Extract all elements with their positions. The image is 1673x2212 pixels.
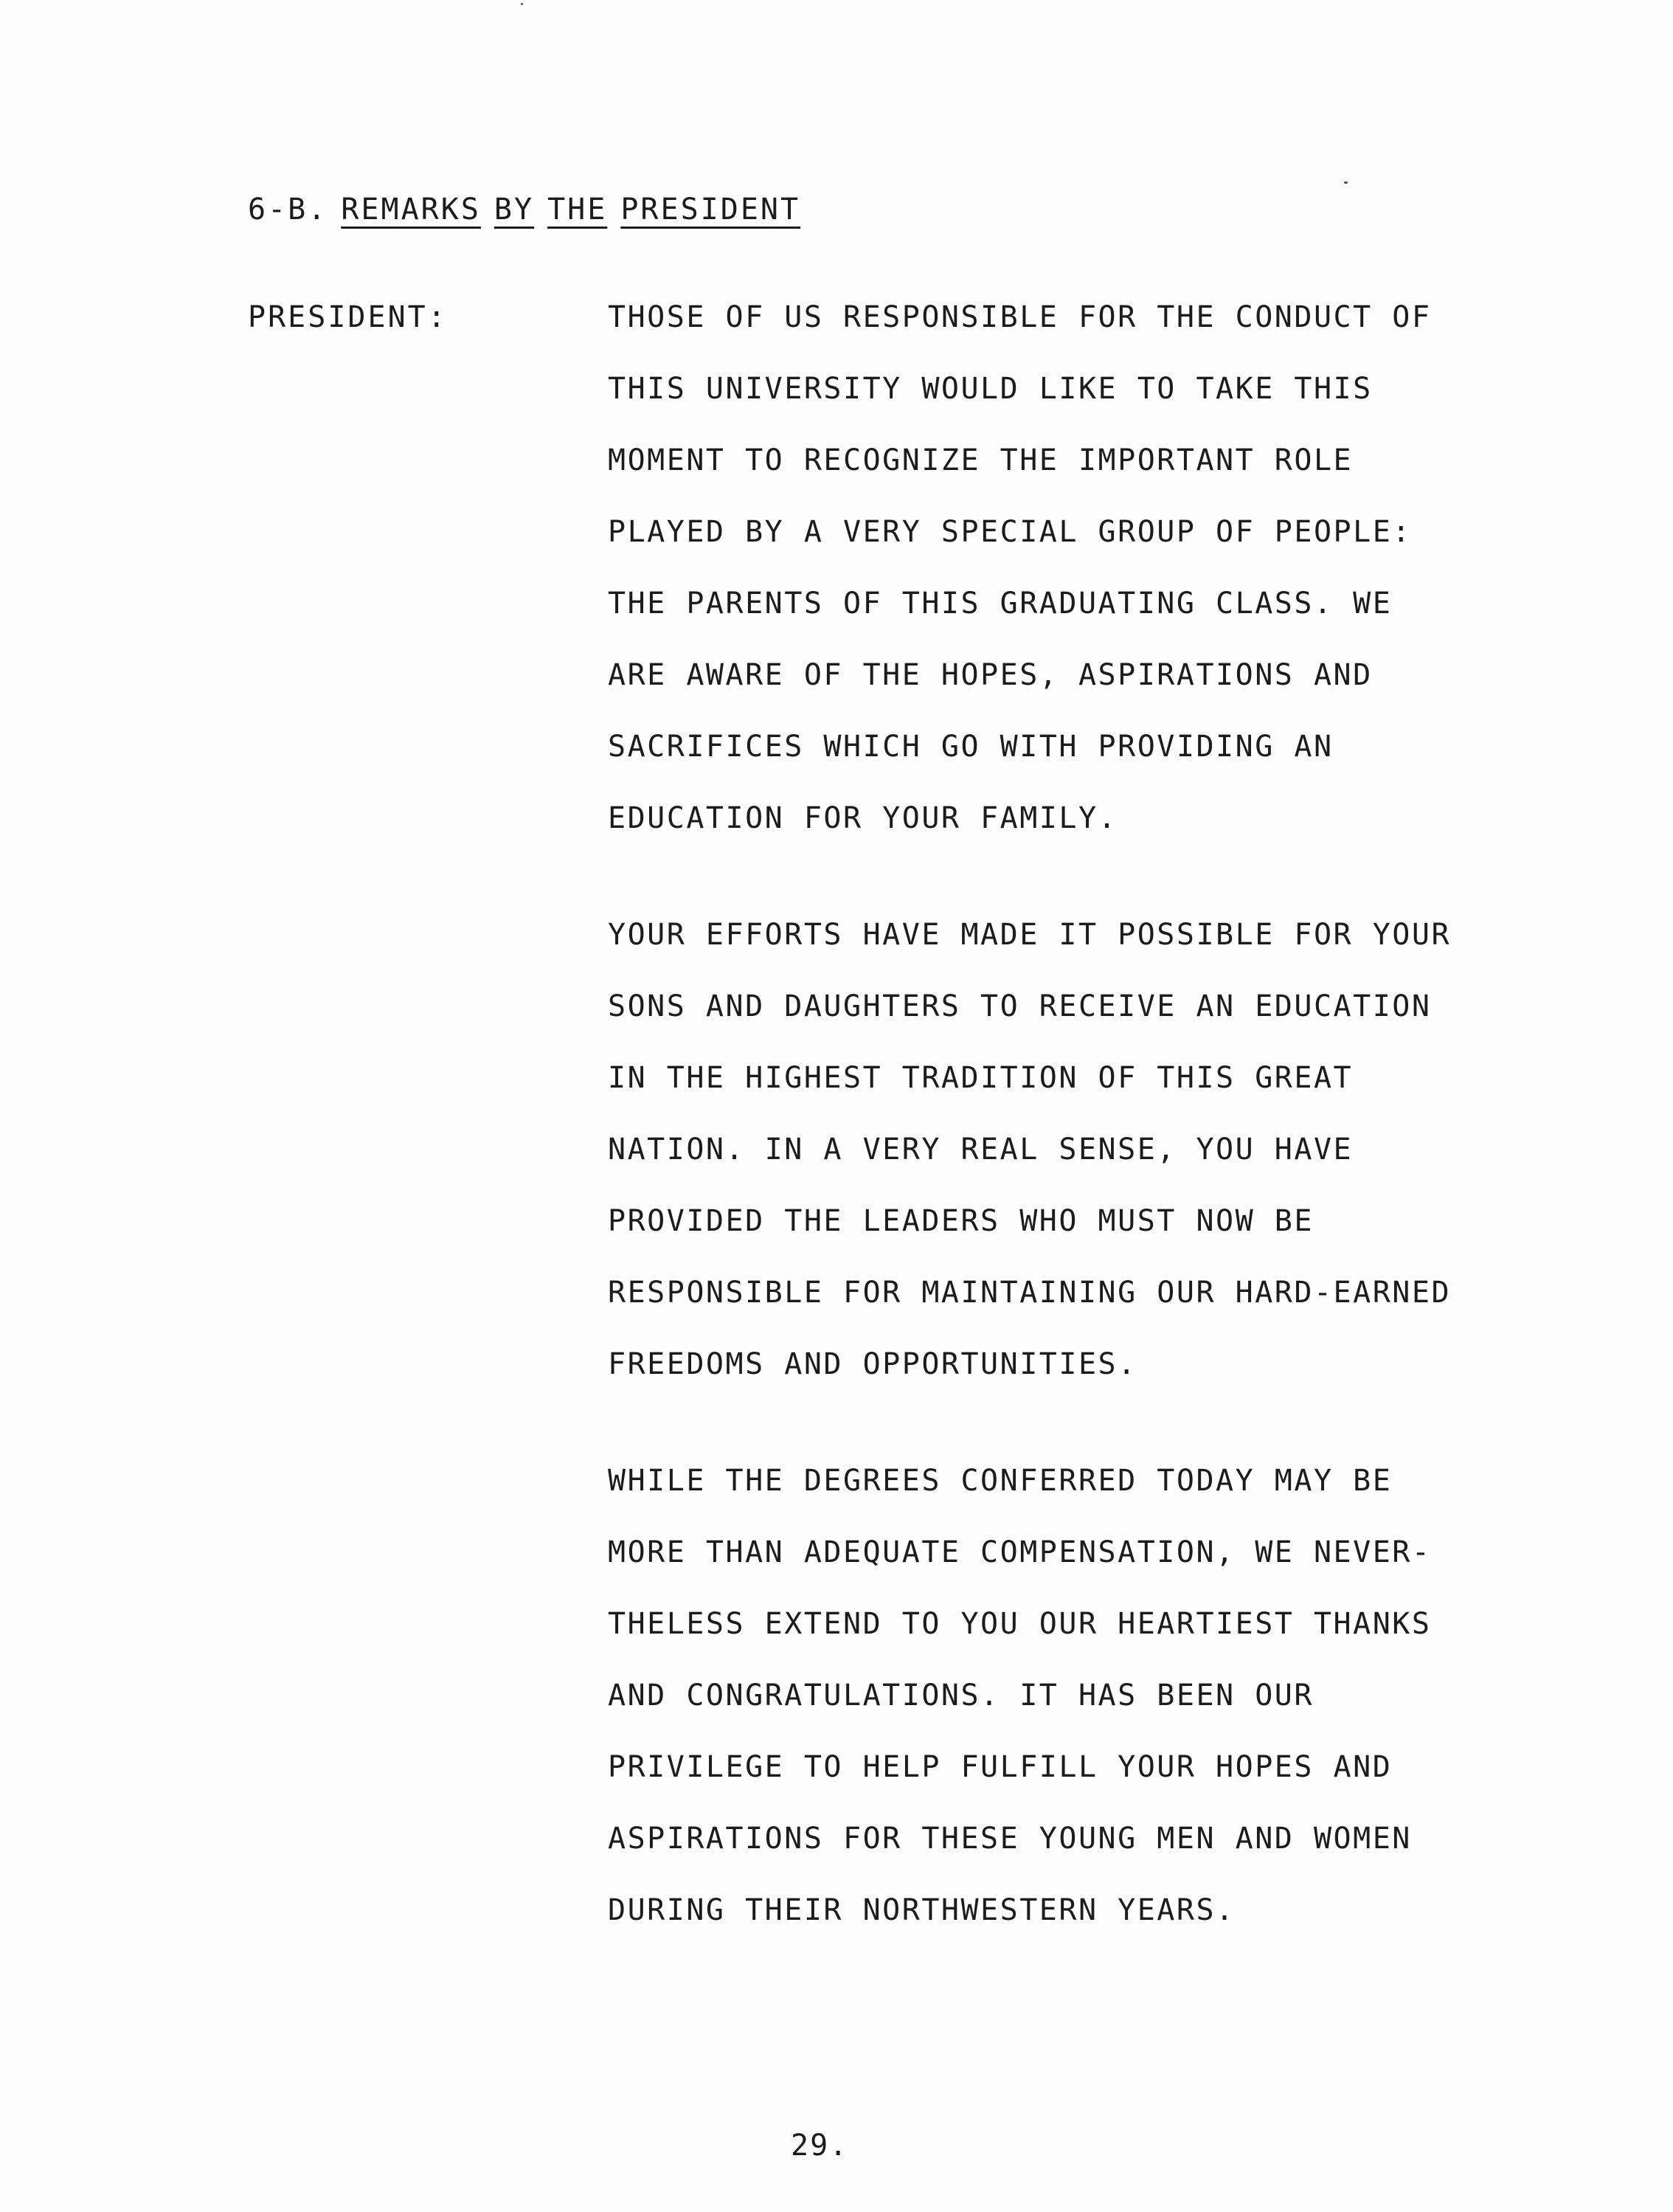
speech-line: IN THE HIGHEST TRADITION OF THIS GREAT <box>608 1061 1354 1095</box>
speech-line: SONS AND DAUGHTERS TO RECEIVE AN EDUCATION <box>608 989 1432 1023</box>
page-number: 29. <box>791 2129 849 2163</box>
speech-line: ARE AWARE OF THE HOPES, ASPIRATIONS AND <box>608 658 1373 692</box>
speech-paragraph <box>608 295 1449 840</box>
speech-body <box>608 295 1452 2005</box>
speech-paragraph <box>608 1459 1449 1932</box>
speech-line: MORE THAN ADEQUATE COMPENSATION, WE NEVER- <box>608 1535 1432 1569</box>
speech-line: PLAYED BY A VERY SPECIAL GROUP OF PEOPLE: <box>608 515 1412 549</box>
section-number: 6-B. <box>248 193 328 227</box>
speech-paragraph <box>608 913 1452 1386</box>
speech-line: WHILE THE DEGREES CONFERRED TODAY MAY BE <box>608 1464 1393 1498</box>
scan-speck <box>1344 182 1348 184</box>
section-title-word: REMARKS <box>341 193 481 227</box>
speaker-label: PRESIDENT: <box>248 300 448 334</box>
speech-line: THELESS EXTEND TO YOU OUR HEARTIEST THANKS <box>608 1607 1432 1641</box>
speech-line: YOUR EFFORTS HAVE MADE IT POSSIBLE FOR YOUR <box>608 918 1452 952</box>
speech-line: PROVIDED THE LEADERS WHO MUST NOW BE <box>608 1204 1314 1238</box>
speech-line: MOMENT TO RECOGNIZE THE IMPORTANT ROLE <box>608 443 1354 477</box>
speech-line: THE PARENTS OF THIS GRADUATING CLASS. WE <box>608 587 1393 621</box>
speech-line: NATION. IN A VERY REAL SENSE, YOU HAVE <box>608 1133 1354 1167</box>
speech-line: EDUCATION FOR YOUR FAMILY. <box>608 801 1118 835</box>
section-title-word: THE <box>547 193 608 227</box>
speech-line: ASPIRATIONS FOR THESE YOUNG MEN AND WOMEN <box>608 1822 1412 1856</box>
section-title-word: PRESIDENT <box>620 193 801 227</box>
speech-line: SACRIFICES WHICH GO WITH PROVIDING AN <box>608 730 1334 764</box>
speech-line: DURING THEIR NORTHWESTERN YEARS. <box>608 1893 1236 1927</box>
speech-line: AND CONGRATULATIONS. IT HAS BEEN OUR <box>608 1679 1314 1712</box>
speech-line: RESPONSIBLE FOR MAINTAINING OUR HARD-EARNED <box>608 1276 1452 1310</box>
scan-speck <box>521 3 523 5</box>
speech-line: PRIVILEGE TO HELP FULFILL YOUR HOPES AND <box>608 1750 1393 1784</box>
speech-line: THIS UNIVERSITY WOULD LIKE TO TAKE THIS <box>608 372 1373 406</box>
section-title-word: BY <box>493 193 535 227</box>
section-heading <box>248 187 800 232</box>
speech-line: FREEDOMS AND OPPORTUNITIES. <box>608 1347 1137 1381</box>
speech-line: THOSE OF US RESPONSIBLE FOR THE CONDUCT OF <box>608 300 1432 334</box>
